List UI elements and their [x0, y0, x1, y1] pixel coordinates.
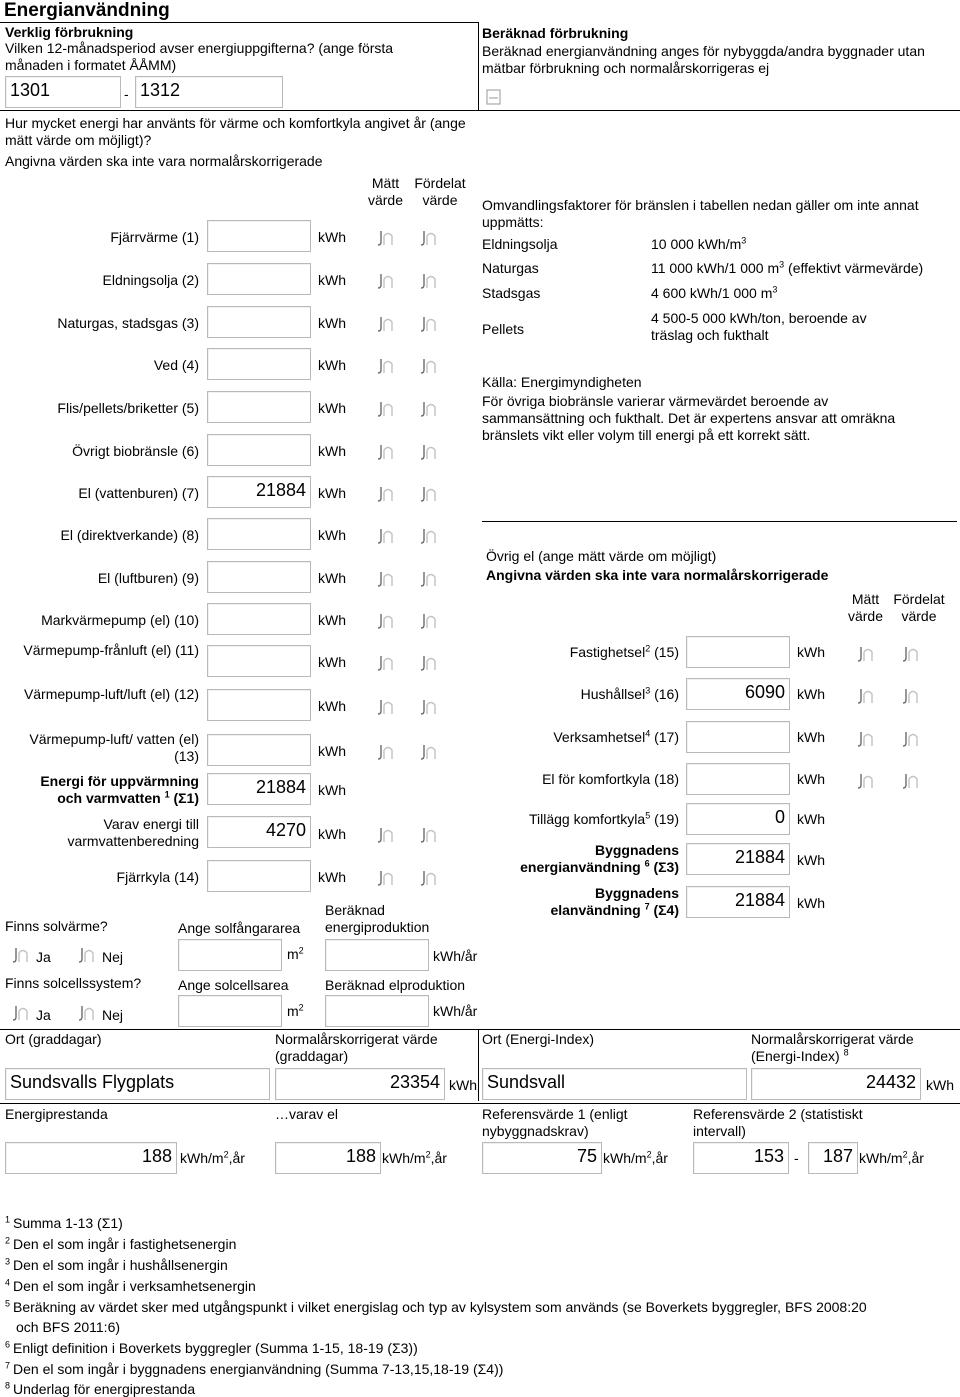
ovrig-row-unit: kWh	[797, 771, 825, 787]
kalla-text: Källa: Energimyndigheten	[482, 374, 642, 390]
fordelat-value-radio[interactable]	[418, 443, 440, 463]
radio-icon	[375, 654, 397, 674]
ref2-label: Referensvärde 2 (statistiskt intervall)	[693, 1106, 863, 1139]
radio-icon	[418, 570, 440, 590]
fjarrkyla-unit: kWh	[318, 869, 346, 885]
fuel-factor: 4 500-5 000 kWh/ton, beroende av träslag och fukthalt	[651, 310, 867, 343]
radio-icon	[375, 315, 397, 335]
beraknad-energiprod-label: Beräknad energiproduktion	[325, 902, 430, 935]
sum4-label	[486, 885, 679, 919]
radio-icon	[375, 743, 397, 763]
solvarme-nej-label: Nej	[102, 949, 124, 965]
energy-row-unit: kWh	[318, 443, 346, 459]
matt-value-radio[interactable]	[375, 272, 397, 292]
ref2-to-value: 187	[808, 1142, 858, 1174]
radio-icon	[418, 743, 440, 763]
sum3-label	[486, 842, 679, 876]
energy-row-label: Ved (4)	[153, 357, 199, 373]
col-header-matt: Mätt värde	[367, 175, 404, 208]
fuel-factor: 10 000 kWh/$m^3$	[651, 235, 747, 252]
norm-graddagar-value: 23354	[275, 1068, 445, 1100]
fordelat-value-radio[interactable]	[418, 612, 440, 632]
energy-row-label: Värmepump-luft/luft (el) (12)	[23, 686, 199, 702]
fordelat-value-radio[interactable]	[418, 400, 440, 420]
period-from-input[interactable]: 1301	[5, 76, 121, 108]
radio-icon	[375, 272, 397, 292]
ovrig-subheading: Angivna värden ska inte vara normalårskorrigerade	[486, 567, 829, 583]
matt-value-radio[interactable]	[375, 826, 397, 846]
ovrig-row-input[interactable]	[686, 636, 790, 668]
sum3-label-line2: energianvändning $^6$ (Σ3)	[520, 858, 679, 875]
fordelat-value-radio[interactable]	[418, 869, 440, 889]
elprod-unit: kWh/år	[433, 1003, 478, 1019]
ovrig-row-unit: kWh	[797, 686, 825, 702]
energy-row-input[interactable]: 21884	[207, 476, 311, 508]
solvarme-question: Finns solvärme?	[5, 918, 108, 934]
col-header-fordelat: Fördelat värde	[414, 175, 466, 208]
radio-icon	[418, 315, 440, 335]
matt-value-radio[interactable]	[855, 687, 877, 707]
fordelat-value-radio[interactable]	[900, 772, 922, 792]
solvarme-ja-radio[interactable]	[10, 946, 32, 966]
sum1-label-line1: Energi för uppvärmning	[40, 773, 199, 789]
solcellsarea-label: Ange solcellsarea	[178, 977, 289, 993]
checkbox-icon	[482, 86, 506, 108]
radio-icon	[76, 1004, 98, 1024]
beraknad-heading: Beräknad förbrukning	[482, 25, 629, 41]
fuel-name: Stadsgas	[482, 285, 541, 301]
energiprod-unit: kWh/år	[433, 948, 478, 964]
ort-index-label: Ort (Energi-Index)	[482, 1031, 595, 1047]
verklig-heading: Verklig förbrukning	[5, 24, 134, 40]
radio-icon	[76, 946, 98, 966]
radio-icon	[375, 485, 397, 505]
radio-icon	[900, 687, 922, 707]
matt-value-radio[interactable]	[375, 443, 397, 463]
solcell-ja-label: Ja	[36, 1007, 51, 1023]
fjarrkyla-input[interactable]	[207, 860, 311, 892]
radio-icon	[900, 730, 922, 750]
radio-icon	[375, 698, 397, 718]
varav-label: Varav energi till varmvattenberedning	[67, 816, 199, 849]
radio-icon	[855, 730, 877, 750]
energy-row-label: El (luftburen) (9)	[97, 570, 199, 586]
omvandling-note: För övriga biobränsle varierar värmevärdet beroende av sammansättning och fukthalt. Det är expertens ansvar att omräkna bränslets vikt eller volym till energi på ett korrekt sätt.	[482, 393, 896, 443]
radio-icon	[10, 946, 32, 966]
ort-rule	[0, 1029, 960, 1030]
elprod-input[interactable]	[325, 995, 429, 1027]
radio-icon	[855, 772, 877, 792]
energy-row-input[interactable]	[207, 220, 311, 252]
prestanda-rule	[0, 1103, 960, 1104]
norm-graddagar-label: Normalårskorrigerat värde (graddagar)	[275, 1031, 438, 1064]
ovrig-row-unit: kWh	[797, 644, 825, 660]
ovrig-row-label: Fastighetsel$^2$ (15)	[569, 643, 679, 660]
energiprod-input[interactable]	[325, 939, 429, 971]
fordelat-value-radio[interactable]	[418, 743, 440, 763]
matt-value-radio[interactable]	[855, 645, 877, 665]
radio-icon	[375, 826, 397, 846]
fordelat-value-radio[interactable]	[418, 229, 440, 249]
energy-row-input[interactable]	[207, 689, 311, 721]
energy-row-label: Eldningsolja (2)	[102, 272, 199, 288]
matt-value-radio[interactable]	[375, 570, 397, 590]
norm-index-label: Normalårskorrigerat värde (Energi-Index) $^8$	[751, 1031, 914, 1064]
footnote: $^4$ Den el som ingår i verksamhetsenergin	[5, 1277, 256, 1294]
radio-icon	[418, 527, 440, 547]
radio-icon	[855, 687, 877, 707]
ovrig-col-matt: Mätt värde	[847, 591, 884, 624]
sum3-label-line1: Byggnadens	[594, 842, 679, 858]
fjarrkyla-label: Fjärrkyla (14)	[116, 869, 199, 885]
radio-icon	[418, 485, 440, 505]
footnote: och BFS 2011:6)	[16, 1319, 121, 1335]
fordelat-value-radio[interactable]	[900, 687, 922, 707]
footnote: $^2$ Den el som ingår i fastighetsenergin	[5, 1235, 237, 1252]
solvarme-nej-radio[interactable]	[76, 946, 98, 966]
radio-icon	[375, 869, 397, 889]
ovrig-row-input[interactable]	[686, 763, 790, 795]
matt-value-radio[interactable]	[375, 400, 397, 420]
radio-icon	[855, 645, 877, 665]
norm-index-value: 24432	[751, 1068, 921, 1100]
energy-row-unit: kWh	[318, 570, 346, 586]
energy-row-label: El (direktverkande) (8)	[60, 527, 199, 543]
ref2-dash: -	[794, 1150, 799, 1166]
radio-icon	[10, 1004, 32, 1024]
fordelat-value-radio[interactable]	[900, 645, 922, 665]
sum1-label	[5, 773, 199, 807]
energy-row-unit: kWh	[318, 612, 346, 628]
radio-icon	[375, 527, 397, 547]
radio-icon	[418, 400, 440, 420]
solcell-ja-radio[interactable]	[10, 1004, 32, 1024]
ovrig-row-unit: kWh	[797, 811, 825, 827]
radio-icon	[418, 654, 440, 674]
fuel-name: Eldningsolja	[482, 236, 558, 252]
radio-icon	[418, 869, 440, 889]
radio-icon	[418, 357, 440, 377]
radio-icon	[900, 772, 922, 792]
sum1-label-line2: och varmvatten $^1$ (Σ1)	[57, 789, 199, 806]
radio-icon	[375, 443, 397, 463]
energy-row-input[interactable]	[207, 434, 311, 466]
energy-row-label: Fjärrvärme (1)	[110, 229, 199, 245]
matt-value-radio[interactable]	[375, 229, 397, 249]
ovrig-row-label: Verksamhetsel$^4$ (17)	[553, 728, 679, 745]
radio-icon	[418, 272, 440, 292]
ovrig-col-fordelat: Fördelat värde	[893, 591, 945, 624]
footnote: $^1$ Summa 1-13 (Σ1)	[5, 1214, 123, 1231]
energy-row-input[interactable]	[207, 263, 311, 295]
norm-index-unit: kWh	[926, 1077, 954, 1093]
energy-row-input[interactable]	[207, 734, 311, 766]
ovrig-row-input[interactable]: 6090	[686, 678, 790, 710]
energy-row-unit: kWh	[318, 272, 346, 288]
matt-value-radio[interactable]	[375, 654, 397, 674]
radio-icon	[900, 645, 922, 665]
ovrig-row-input[interactable]: 0	[686, 803, 790, 835]
radio-icon	[418, 612, 440, 632]
fuel-name: Naturgas	[482, 260, 539, 276]
energy-row-unit: kWh	[318, 527, 346, 543]
period-to-input[interactable]: 1312	[135, 76, 283, 108]
ort-divider	[478, 1029, 479, 1101]
energy-row-label: Naturgas, stadsgas (3)	[57, 315, 199, 331]
sum1-unit: kWh	[318, 782, 346, 798]
radio-icon	[418, 826, 440, 846]
energiprestanda-value: 188	[5, 1142, 177, 1174]
energy-row-unit: kWh	[318, 698, 346, 714]
fordelat-value-radio[interactable]	[418, 485, 440, 505]
matt-value-radio[interactable]	[855, 730, 877, 750]
page-title: Energianvändning	[4, 0, 170, 21]
sum1-value: 21884	[207, 773, 311, 805]
not-normalized-note: Angivna värden ska inte vara normalårskorrigerade	[5, 153, 323, 169]
energy-row-label: Markvärmepump (el) (10)	[41, 612, 199, 628]
matt-value-radio[interactable]	[375, 357, 397, 377]
beraknad-elprod-label: Beräknad elproduktion	[325, 977, 466, 993]
matt-value-radio[interactable]	[375, 612, 397, 632]
radio-icon	[418, 443, 440, 463]
varav-unit: kWh	[318, 826, 346, 842]
energy-row-label: El (vattenburen) (7)	[78, 485, 199, 501]
ref1-unit: kWh/$m^2,år$	[603, 1149, 668, 1166]
section-rule	[0, 110, 960, 111]
energy-row-input[interactable]	[207, 645, 311, 677]
period-question: Vilken 12-månadsperiod avser energiuppgifterna? (ange första månaden i formatet ÅÅMM)	[5, 40, 394, 73]
solfangararea-unit: $m^2$	[287, 945, 304, 962]
footnote: $^8$ Underlag för energiprestanda	[5, 1380, 196, 1397]
solcellsarea-input[interactable]	[178, 995, 282, 1027]
energy-row-label: Övrigt biobränsle (6)	[72, 443, 199, 459]
solcellsarea-unit: $m^2$	[287, 1002, 304, 1019]
ort-label: Ort (graddagar)	[5, 1031, 102, 1047]
energiprestanda-label: Energiprestanda	[5, 1106, 108, 1122]
ovrig-heading: Övrig el (ange mätt värde om möjligt)	[486, 548, 717, 564]
fordelat-value-radio[interactable]	[900, 730, 922, 750]
solfangararea-input[interactable]	[178, 939, 282, 971]
energy-row-input[interactable]	[207, 306, 311, 338]
ref2-unit: kWh/$m^2,år$	[859, 1149, 924, 1166]
radio-icon	[375, 229, 397, 249]
energy-row-unit: kWh	[318, 485, 346, 501]
ovrig-row-input[interactable]	[686, 721, 790, 753]
fordelat-value-radio[interactable]	[418, 527, 440, 547]
solcell-nej-label: Nej	[102, 1007, 124, 1023]
footnote: $^7$ Den el som ingår i byggnadens energianvändning (Summa 7-13,15,18-19 (Σ4))	[5, 1360, 504, 1377]
radio-icon	[418, 229, 440, 249]
ref2-from-value: 153	[693, 1142, 789, 1174]
fordelat-value-radio[interactable]	[418, 570, 440, 590]
fordelat-value-radio[interactable]	[418, 654, 440, 674]
ref1-value: 75	[482, 1142, 602, 1174]
sum3-value: 21884	[686, 843, 790, 875]
radio-icon	[375, 570, 397, 590]
matt-value-radio[interactable]	[375, 698, 397, 718]
sum4-value: 21884	[686, 886, 790, 918]
energy-row-unit: kWh	[318, 743, 346, 759]
sum4-label-line1: Byggnadens	[594, 885, 679, 901]
energiprestanda-unit: kWh/$m^2,år$	[180, 1149, 245, 1166]
solvarme-ja-label: Ja	[36, 949, 51, 965]
radio-icon	[375, 357, 397, 377]
matt-value-radio[interactable]	[855, 772, 877, 792]
matt-value-radio[interactable]	[375, 527, 397, 547]
radio-icon	[375, 400, 397, 420]
ovrig-row-unit: kWh	[797, 729, 825, 745]
energy-row-input[interactable]	[207, 348, 311, 380]
title-rule	[0, 22, 478, 23]
ovrig-row-label: Tillägg komfortkyla$^5$ (19)	[529, 810, 679, 827]
ovrig-rule	[482, 521, 957, 522]
radio-icon	[375, 612, 397, 632]
fuel-factor: 4 600 kWh/1 000 $m^3$	[651, 284, 778, 301]
matt-value-radio[interactable]	[375, 743, 397, 763]
ort-index-input[interactable]: Sundsvall	[482, 1068, 747, 1100]
usage-question: Hur mycket energi har använts för värme och komfortkyla angivet år (ange mätt värde om möjligt)?	[5, 115, 466, 148]
solfangararea-label: Ange solfångararea	[178, 920, 301, 936]
footnote: $^5$ Beräkning av värdet sker med utgångspunkt i vilket energislag och typ av kylsystem som används (se Boverkets byggregler, BFS 2008:20	[5, 1298, 867, 1315]
fordelat-value-radio[interactable]	[418, 315, 440, 335]
energy-row-input[interactable]	[207, 603, 311, 635]
ovrig-row-label: Hushållsel$^3$ (16)	[580, 685, 679, 702]
fuel-name: Pellets	[482, 321, 525, 337]
energy-row-input[interactable]	[207, 518, 311, 550]
period-dash: -	[124, 86, 129, 102]
sum3-unit: kWh	[797, 852, 825, 868]
varav-el-unit: kWh/$m^2,år$	[382, 1149, 447, 1166]
omvandling-intro: Omvandlingsfaktorer för bränslen i tabellen nedan gäller om inte annat uppmätts:	[482, 197, 919, 230]
sum4-unit: kWh	[797, 895, 825, 911]
energy-row-unit: kWh	[318, 315, 346, 331]
fordelat-value-radio[interactable]	[418, 826, 440, 846]
radio-icon	[418, 698, 440, 718]
norm-graddagar-unit: kWh	[449, 1077, 477, 1093]
solcell-question: Finns solcellssystem?	[5, 975, 142, 991]
energy-row-unit: kWh	[318, 229, 346, 245]
energy-row-input[interactable]	[207, 561, 311, 593]
energy-row-label: Värmepump-luft/ vatten (el) (13)	[29, 731, 199, 764]
energy-row-unit: kWh	[318, 400, 346, 416]
footnote: $^6$ Enligt definition i Boverkets byggregler (Summa 1-15, 18-19 (Σ3))	[5, 1339, 418, 1356]
ref1-label: Referensvärde 1 (enligt nybyggnadskrav)	[482, 1106, 628, 1139]
fordelat-value-radio[interactable]	[418, 272, 440, 292]
matt-value-radio[interactable]	[375, 315, 397, 335]
energy-row-label: Flis/pellets/briketter (5)	[57, 400, 199, 416]
column-divider	[478, 22, 479, 110]
beraknad-text: Beräknad energianvändning anges för nybyggda/andra byggnader utan mätbar förbrukning och normalårskorrigeras ej	[482, 43, 925, 76]
ort-input[interactable]: Sundsvalls Flygplats	[5, 1068, 270, 1100]
beraknad-checkbox[interactable]	[482, 86, 506, 108]
matt-value-radio[interactable]	[375, 485, 397, 505]
fordelat-value-radio[interactable]	[418, 698, 440, 718]
energy-row-unit: kWh	[318, 654, 346, 670]
varav-el-label: …varav el	[275, 1106, 339, 1122]
energy-row-unit: kWh	[318, 357, 346, 373]
energy-row-label: Värmepump-frånluft (el) (11)	[23, 642, 199, 658]
ovrig-row-label: El för komfortkyla (18)	[542, 771, 679, 787]
fuel-factor: 11 000 kWh/1 000 $m^3$ (effektivt värmevärde)	[651, 259, 924, 276]
footnote: $^3$ Den el som ingår i hushållsenergin	[5, 1256, 228, 1273]
energy-row-input[interactable]	[207, 391, 311, 423]
fordelat-value-radio[interactable]	[418, 357, 440, 377]
varav-value[interactable]: 4270	[207, 816, 311, 848]
matt-value-radio[interactable]	[375, 869, 397, 889]
solcell-nej-radio[interactable]	[76, 1004, 98, 1024]
varav-el-value: 188	[275, 1142, 381, 1174]
sum4-label-line2: elanvändning $^7$ (Σ4)	[550, 901, 679, 918]
